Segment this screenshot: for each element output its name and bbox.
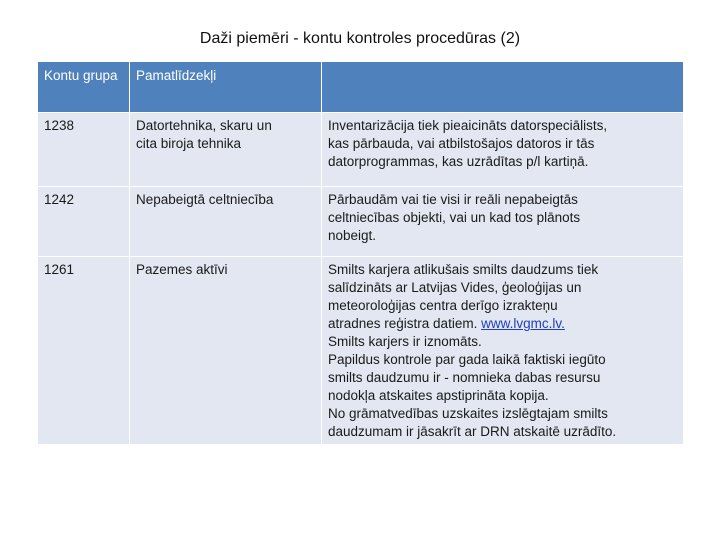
cell-account: 1261 [38, 257, 130, 445]
procedure-line [328, 315, 677, 333]
procedure-line: meteoroloģijas centra derīgo izrakteņu [328, 298, 558, 313]
page-title: Daži piemēri - kontu kontroles procedūras (2) [199, 30, 521, 47]
procedure-line: nodokļa atskaites apstiprināta kopija. [328, 388, 549, 403]
procedure-line: datorprogrammas, kas uzrādītas p/l kartiņā. [328, 154, 589, 169]
procedure-line: celtniecības objekti, vai un kad tos plānots [328, 210, 581, 225]
header-fixed-assets: Pamatlīdzekļi [130, 62, 322, 113]
asset-line: cita biroja tehnika [136, 136, 242, 151]
table-row [38, 187, 684, 257]
procedure-text: atradnes reģistra datiem. [328, 316, 478, 331]
table-row [38, 113, 684, 187]
procedure-line: Inventarizācija tiek pieaicināts datorspeciālists, [328, 118, 608, 133]
procedure-line: Smilts karjers ir iznomāts. [328, 334, 482, 349]
procedure-line: Smilts karjera atlikušais smilts daudzums tiek [328, 262, 599, 277]
cell-procedure [322, 257, 684, 445]
cell-account: 1238 [38, 113, 130, 187]
procedure-line: Papildus kontrole par gada laikā faktiski iegūto [328, 352, 606, 367]
procedure-line: Pārbaudām vai tie visi ir reāli nepabeigtās [328, 192, 578, 207]
cell-asset [130, 257, 322, 445]
cell-procedure [322, 187, 684, 257]
cell-procedure [322, 113, 684, 187]
procedure-line: smilts daudzumu ir - nomnieka dabas resursu [328, 370, 601, 385]
cell-account: 1242 [38, 187, 130, 257]
asset-line: Pazemes aktīvi [136, 262, 228, 277]
table-header-row [38, 62, 684, 113]
lvgmc-link[interactable]: www.lvgmc.lv. [481, 316, 565, 331]
table-row [38, 257, 684, 445]
procedure-line: No grāmatvedības uzskaites izslēgtajam smilts [328, 406, 608, 421]
procedure-line: nobeigt. [328, 228, 377, 243]
procedures-table [37, 61, 684, 445]
procedure-line: kas pārbauda, vai atbilstošajos datoros ir tās [328, 136, 595, 151]
cell-asset [130, 113, 322, 187]
procedure-line: daudzumam ir jāsakrīt ar DRN atskaitē uzrādīto. [328, 424, 617, 439]
header-account-group: Kontu grupa [38, 62, 130, 113]
header-procedure [322, 62, 684, 113]
procedure-line: salīdzināts ar Latvijas Vides, ģeoloģijas un [328, 280, 582, 295]
cell-asset [130, 187, 322, 257]
asset-line: Nepabeigtā celtniecība [136, 192, 274, 207]
asset-line: Datortehnika, skaru un [136, 118, 272, 133]
